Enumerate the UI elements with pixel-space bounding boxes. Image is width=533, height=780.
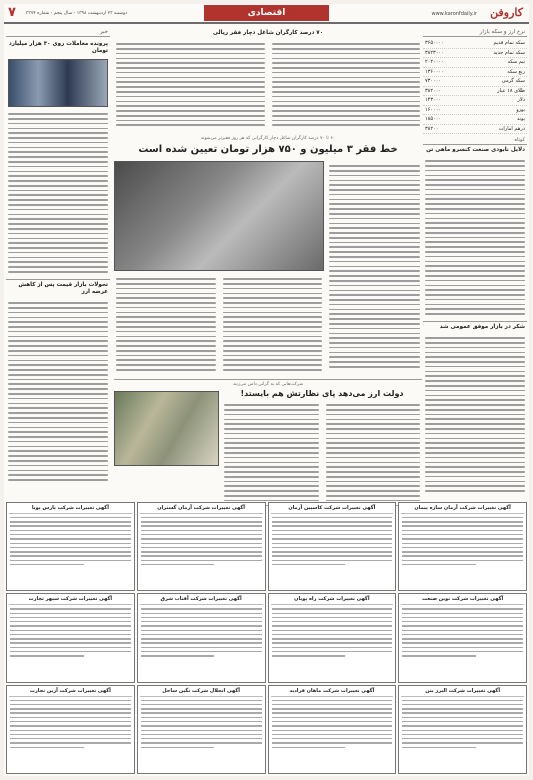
legal-ad[interactable]: آگهی تغییرات شرکت راه پویان xyxy=(268,593,397,682)
left-top-kicker: خبر xyxy=(6,28,110,37)
legal-ad[interactable]: آگهی تغییرات شرکت ماهان فرادید xyxy=(268,685,397,774)
article-body xyxy=(114,39,267,134)
factory-worker-photo xyxy=(114,161,324,271)
article-body xyxy=(6,109,110,279)
article-body xyxy=(6,298,110,488)
officials-photo xyxy=(8,59,108,107)
newspaper-page xyxy=(4,4,529,776)
newspaper-logo: کاروفن xyxy=(490,6,523,19)
dollar-headline[interactable]: دولت ارز می‌دهد پای نظارتش هم بایستد! xyxy=(240,389,404,398)
main-headline[interactable]: خط فقر ۳ میلیون و ۷۵۰ هزار تومان تعیین شده است xyxy=(138,144,398,155)
legal-ad[interactable]: آگهی انحلال شرکت نگین ساحل xyxy=(137,685,266,774)
article-body xyxy=(423,156,527,321)
article-body xyxy=(423,333,527,498)
legal-ad[interactable]: آگهی تغییرات شرکت آفتاب شرق xyxy=(137,593,266,682)
prices-header: نرخ ارز و سکه بازار xyxy=(423,28,527,37)
legal-ad[interactable]: آگهی تغییرات شرکت کاسپین آرمان xyxy=(268,502,397,591)
right-column xyxy=(423,28,527,498)
short-news-label: کوتاه xyxy=(423,134,527,145)
middle-column xyxy=(114,28,422,517)
article-body xyxy=(327,161,422,376)
left-column xyxy=(6,28,110,488)
price-row: یورو ۱۶۰۰۰۰ xyxy=(423,106,527,116)
legal-ad[interactable]: آگهی تغییرات شرکت آرین تجارت xyxy=(6,685,135,774)
legal-ad[interactable]: آگهی تغییرات شرکت پارس پویا xyxy=(6,502,135,591)
right-story2-headline[interactable]: شکر در بازار موفق عمومی شد xyxy=(423,321,527,333)
site-url[interactable]: www.karonfdaily.ir xyxy=(431,11,477,17)
prices-table xyxy=(423,39,527,134)
legal-ad[interactable]: آگهی تغییرات شرکت سپهر تجارت xyxy=(6,593,135,682)
price-row: طلای ۱۸ عیار ۳۸۲۰۰۰ xyxy=(423,87,527,97)
price-row: پوند ۱۸۵۰۰۰ xyxy=(423,115,527,125)
right-story-headline[interactable]: دلایل نابودی صنعت کنسرو ماهی تن xyxy=(426,147,525,153)
article-body xyxy=(324,400,423,510)
legal-ad[interactable]: آگهی تغییرات شرکت البرز بتن xyxy=(398,685,527,774)
dollar-kicker: شرکت‌هایی که به گرانی دامن می‌زنند xyxy=(114,379,422,387)
left-top-headline[interactable]: پرونده معاملات روی ۳۰ هزار میلیارد تومان xyxy=(8,41,108,54)
article-body xyxy=(222,400,321,510)
price-row: سکه گرمی ۷۳۰۰۰۰ xyxy=(423,77,527,87)
section-banner: اقتصادی xyxy=(204,5,329,21)
legal-ad[interactable]: آگهی تغییرات شرکت آرمان گستران xyxy=(137,502,266,591)
price-row: سکه تمام قدیم ۳۶۵۰۰۰۰ xyxy=(423,39,527,49)
legal-ad[interactable]: آگهی تغییرات شرکت نوین صنعت xyxy=(398,593,527,682)
price-row: ربع سکه ۱۳۶۰۰۰۰ xyxy=(423,68,527,78)
article-body xyxy=(221,274,325,376)
price-row: دلار ۱۴۳۰۰۰ xyxy=(423,96,527,106)
article-body xyxy=(270,39,423,134)
price-row: درهم امارات ۳۸۲۰۰ xyxy=(423,125,527,135)
top-mid-headline[interactable]: ۷۰ درصد کارگران شاغل دچار فقر ریالی xyxy=(212,30,324,36)
article-body xyxy=(114,274,218,376)
issue-date: دوشنبه ۲۳ اردیبهشت ۱۳۹۸ - سال پنجم - شماره ۳۳۷۴ xyxy=(26,11,128,16)
banknotes-photo xyxy=(114,391,219,466)
legal-ad[interactable]: آگهی تغییرات شرکت آرمان سازه پیمان xyxy=(398,502,527,591)
masthead xyxy=(4,4,529,24)
left-story2-headline[interactable]: تحولات بازار قیمت پس از کاهش عرضه ارز xyxy=(6,279,110,298)
main-kicker: ۶۰ تا ۷۰ درصد کارگران شاغل دچار کارگرانی که هر روز فقیرتر می‌شوند xyxy=(200,136,336,141)
ads-grid xyxy=(6,502,527,774)
price-row: سکه تمام جدید ۳۸۲۳۰۰۰ xyxy=(423,49,527,59)
page-number: ۷ xyxy=(8,5,16,20)
price-row: نیم سکه ۲۰۲۰۰۰۰ xyxy=(423,58,527,68)
